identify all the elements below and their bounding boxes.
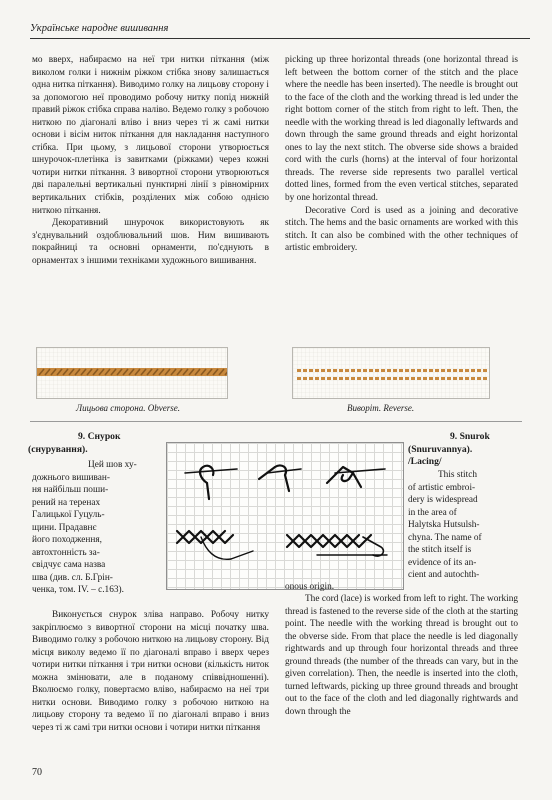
english-column-top: [285, 54, 518, 255]
ukrainian-narrow-column: [32, 459, 162, 597]
section-heading-ua: [28, 431, 121, 456]
text-line: автохтонність за-: [32, 547, 100, 558]
text-line: щини. Прадавнє: [32, 522, 97, 533]
text-line: the stitch itself is: [408, 545, 472, 556]
running-header: Українське народне вишивання: [30, 22, 530, 39]
ukrainian-column-top: [32, 54, 269, 267]
text-line: шва (див. сл. Б.Грін-: [32, 572, 113, 583]
paragraph: The cord (lace) is worked from left to right. The working thread is fastened to the reverse side of the cloth at the starting point. The needle with the working thread is brought out to the obverse side. From that place the needle is led diagonally rightwards and up through four horizontal threads and three ground threads (the number of the threads can vary, but in the given correlation). Then, the needle is inserted into the cloth, turned leftwards, picking up three ground threads and brought out to the face of the cloth and led diagonally rightwards and down through the: [285, 594, 518, 717]
stitch-diagram: [166, 442, 404, 590]
ukrainian-column-bottom: [32, 609, 269, 734]
section-divider: [30, 421, 522, 422]
english-column-bottom: [285, 593, 518, 718]
obverse-swatch-image: [36, 347, 228, 399]
paragraph: picking up three horizontal threads (one horizontal thread is left between the bottom corner of the stitch and the place where the needle has been inserted). The needle is brought out to the face of the cloth and the working thread is led under the right bottom corner of the stitch from right to left. Then, the needle with the working thread is led diagonally leftwards and down through the same ground threads and eight horizontal ones to lay the next stitch. The obverse side shows a braided cord with the curls (horns) at the interval of four horizontal threads. The reverse side represents two parallel vertical dotted lines, formed from the even vertical stitches, separated by one horizontal thread.: [285, 55, 518, 204]
reverse-swatch-image: [292, 347, 490, 399]
section-heading-en: [408, 431, 520, 469]
text-line: ня найбільш поши-: [32, 485, 109, 496]
text-line: of artistic embroi-: [408, 482, 476, 493]
text-line: dery is widespread: [408, 495, 478, 506]
text-line: свідчує сама назва: [32, 560, 106, 571]
heading-line: (Snuruvannya).: [408, 443, 473, 455]
paragraph: мо вверх, набираємо на неї три нитки піткання (між виколом голки і нижнім рiжком стiбка знову залишається одна нитка піткання). Виводимо голку на лицьову сторону і за допомогою неї проводимо робочу нитку попiд нижнiй правий рiжок стiбка справа наліво. Ведемо голку з робочою ниткою по діагоналі вліво і вниз через ті ж самі нитки основи і вісім ниток піткання для накладання наступного стібка. При цьому, з лицьової сторони утворюється шнурочок-плетінка із завитками (рiжками) через кожні чотири нитки піткання. З вивортної сторони утворюються дві паралельні вертикальні пунктирні лінії з рівномірних вертикальних стібків, розділених між собою однією ниткою піткання.: [32, 55, 270, 216]
paragraph: Виконується снурок зліва направо. Робочу нитку закріплюємо з вивортної сторони на місці початку шва. Виводимо голку з робочою ниткою на лицьову сторону. Від місця виколу ведемо її по діагоналі вправо і вверх через чотири нитки піткання і три нитки основи (кількість ниток можна змінювати, але в поданому співвідношенні). Вколюємо голку, повертаємо вліво, набираємо на неї три нитки основи. Виводимо голку з робочою ниткою на лицьову сторону та ведемо її по діагоналі вправо і вниз через ті ж самі три нитки основи і чотири нитки піткання: [32, 610, 269, 733]
text-line: рений на теренах: [32, 497, 101, 508]
needle-diagram-image: [167, 443, 403, 589]
braided-cord-image: [37, 348, 227, 398]
heading-line: (снурування).: [28, 443, 88, 455]
dotted-lines-image: [293, 348, 489, 398]
heading-line: 9. Снурок: [78, 431, 121, 442]
english-narrow-column: [408, 469, 520, 582]
english-full-line: onous origin.: [285, 582, 335, 592]
heading-line: 9. Snurok: [450, 431, 490, 442]
text-line: Цей шов ху-: [88, 460, 137, 470]
text-line: його походження,: [32, 535, 102, 546]
text-line: chyna. The name of: [408, 532, 482, 543]
text-line: Галицької Гуцуль-: [32, 510, 105, 521]
text-line: cient and autochth-: [408, 570, 480, 581]
text-line: дожнього вишиван-: [32, 472, 110, 483]
page-number: 70: [32, 767, 42, 778]
text-line: in the area of: [408, 507, 457, 518]
obverse-caption: Лицьова сторона. Obverse.: [76, 403, 180, 413]
reverse-caption: Виворіт. Reverse.: [347, 403, 415, 413]
text-line: evidence of its an-: [408, 557, 477, 568]
text-line: This stitch: [438, 470, 477, 480]
paragraph: Decorative Cord is used as a joining and decorative stitch. The hems and the basic ornaments are worked with this stitch. It can also be combined with the other techniques of artistic embroidery.: [285, 205, 518, 254]
text-line: Halytska Hutsulsh-: [408, 520, 480, 531]
text-line: ченка, том. IV. – с.163).: [32, 585, 124, 596]
paragraph: Декоративний шнурочок використовують як з'єднувальний оздоблювальний шов. Ним вишивають покрайниці та основні орнаменти, по'єднують в орнаментах з іншими техніками художнього вишивання.: [32, 218, 269, 266]
heading-line: /Lacing/: [408, 456, 442, 467]
